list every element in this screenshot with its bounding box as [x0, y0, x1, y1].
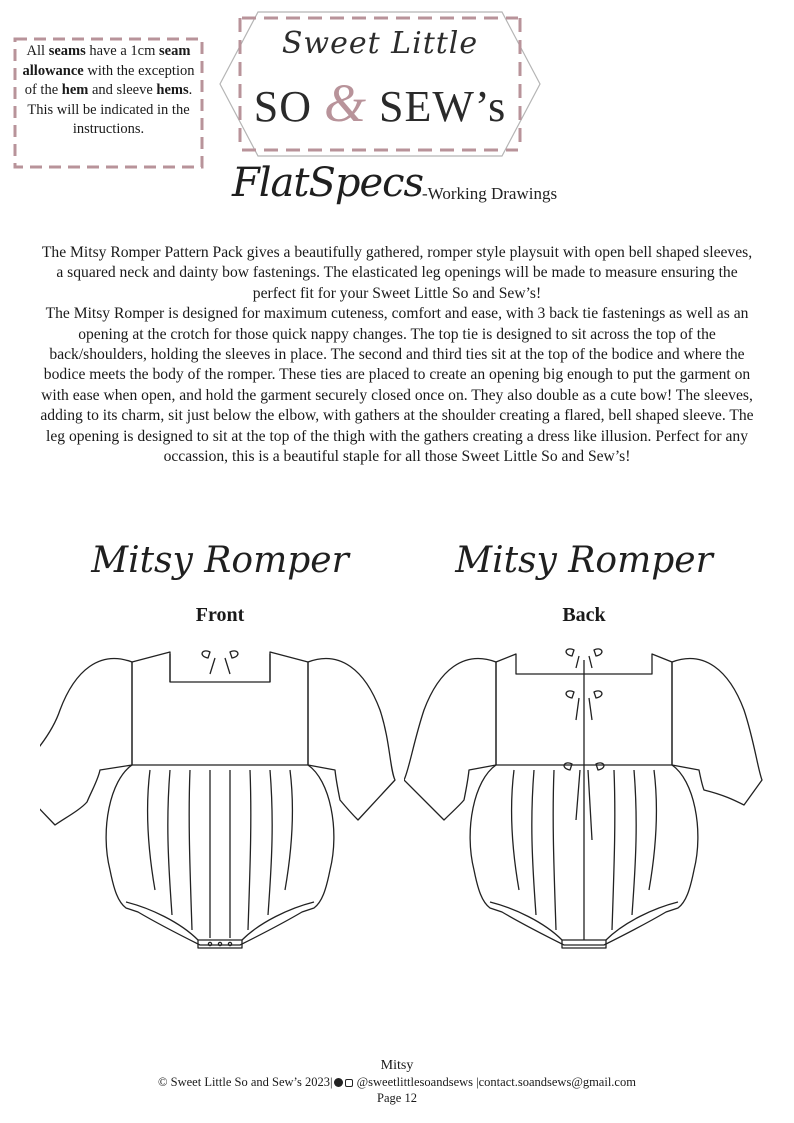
front-romper-drawing [40, 640, 400, 985]
logo-script-text: Sweet Little [281, 26, 479, 61]
instagram-icon [345, 1079, 353, 1087]
logo-main-text [218, 72, 542, 134]
back-script-title: Mitsy Romper [455, 540, 713, 581]
note-part: All [26, 43, 49, 59]
back-romper-drawing [404, 640, 764, 985]
page-footer [0, 1058, 794, 1106]
flat-specs-script: FlatSpecs [232, 160, 424, 206]
note-bold-hems: hems [156, 82, 189, 99]
note-bold-seams: seams [48, 43, 86, 59]
brand-logo [218, 4, 542, 164]
footer-contact-line [0, 1074, 794, 1090]
back-label: Back [562, 604, 606, 626]
note-part: with the exception of the [24, 62, 195, 99]
logo-ampersand: & [324, 73, 368, 133]
footer-social: @sweetlittlesoandsews |contact.soandsews@gmail.com [356, 1075, 636, 1089]
note-part: . This will be indicated in the instructions. [27, 82, 193, 138]
back-view [404, 540, 764, 990]
front-view [40, 540, 400, 990]
note-bold-hem: hem [61, 82, 89, 99]
front-script-title: Mitsy Romper [91, 540, 349, 581]
description-paragraph-2: The Mitsy Romper is designed for maximum cuteness, comfort and ease, with 3 back tie fastenings as well as an opening at the crotch for those quick nappy changes. The top tie is designed to sit across the top of the back/shoulders, holding the sleeves in place. The second and third ties sit at the top of the bodice and where the bodice meets the body of the romper. These ties are placed to create an opening big enough to put the garment on with ease when open, and hold the garment securely closed once on. They also double as a cute bow! The sleeves, adding to its charm, sit just below the elbow, with gathers at the shoulder creating a flared, bell shaped sleeve. The leg opening is designed to sit at the top of the thigh with the gathers creating a dress like illusion. Perfect for any occassion, this is a beautiful staple for all those Sweet Little So and Sew’s! [40, 305, 754, 466]
front-label: Front [195, 604, 245, 626]
footer-copyright: © Sweet Little So and Sew’s 2023| [158, 1075, 333, 1089]
flat-specs-title [232, 160, 572, 230]
note-text [22, 42, 195, 140]
facebook-icon [334, 1078, 343, 1087]
description-paragraph-1: The Mitsy Romper Pattern Pack gives a beautifully gathered, romper style playsuit with open bell shaped sleeves, a squared neck and dainty bow fastenings. The elasticated leg openings will be made to measure ensuring the perfect fit for your Sweet Little So and Sew’s! [41, 244, 753, 302]
note-bold-seam-allowance: seam allowance [22, 43, 191, 79]
seam-allowance-note [12, 36, 205, 170]
logo-sews: SEW’s [367, 82, 507, 131]
logo-so: SO [253, 82, 324, 131]
working-drawings-subtitle: -Working Drawings [422, 184, 558, 203]
footer-pattern-name: Mitsy [380, 1058, 414, 1073]
description [38, 243, 756, 467]
page-number: Page 12 [377, 1091, 417, 1105]
note-part: have a 1cm [85, 43, 160, 59]
note-part: and sleeve [88, 82, 157, 99]
